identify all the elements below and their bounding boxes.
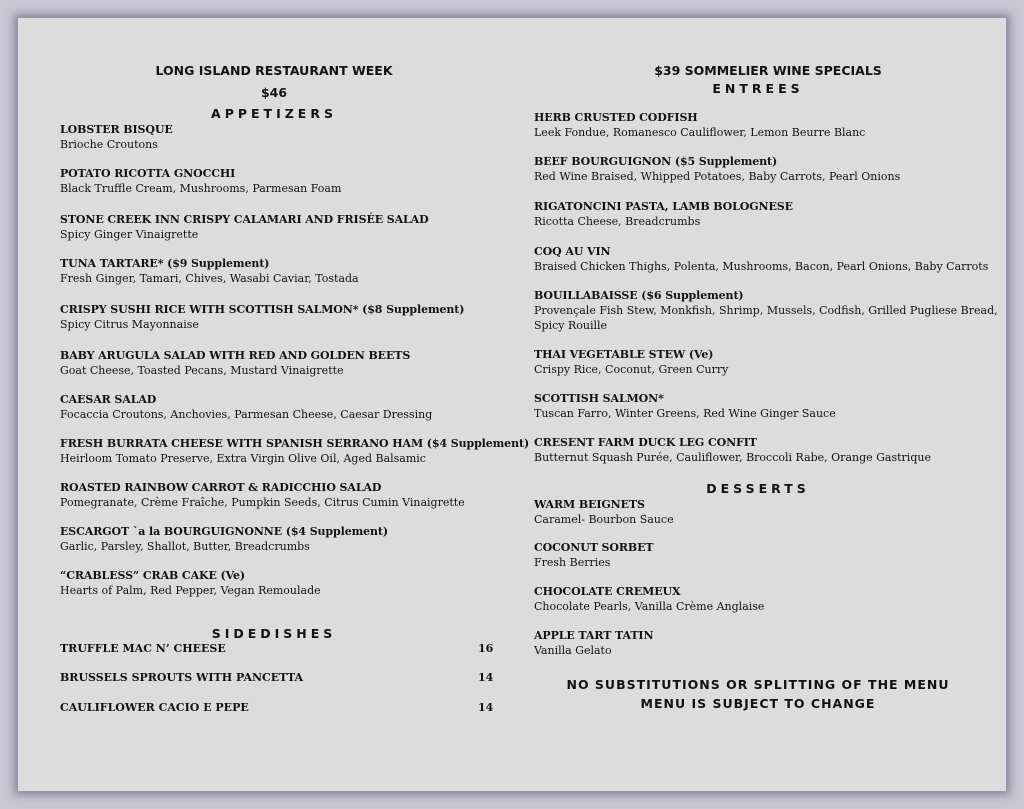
sidedishes-heading: SIDEDISHES bbox=[211, 626, 337, 641]
no-substitutions-note: NO SUBSTITUTIONS OR SPLITTING OF THE MENU bbox=[566, 677, 950, 692]
item-name: TUNA TARTARE* ($9 Supplement) bbox=[60, 257, 270, 270]
item-desc: Vanilla Gelato bbox=[534, 644, 612, 657]
item-desc: Hearts of Palm, Red Pepper, Vegan Remoulade bbox=[60, 584, 321, 597]
restaurant-week-title: LONG ISLAND RESTAURANT WEEK bbox=[155, 63, 393, 78]
item-name: BEEF BOURGUIGNON ($5 Supplement) bbox=[534, 155, 778, 168]
entrees-heading: ENTREES bbox=[712, 81, 804, 96]
item-name: “CRABLESS” CRAB CAKE (Ve) bbox=[60, 569, 246, 582]
item-desc: Red Wine Braised, Whipped Potatoes, Baby Carrots, Pearl Onions bbox=[534, 170, 901, 183]
item-desc: Crispy Rice, Coconut, Green Curry bbox=[534, 363, 729, 376]
side-price: 14 bbox=[478, 701, 494, 714]
item-name: HERB CRUSTED CODFISH bbox=[534, 111, 698, 124]
menu-item bbox=[60, 436, 529, 466]
item-name: BOUILLABAISSE ($6 Supplement) bbox=[534, 289, 744, 302]
item-name: ROASTED RAINBOW CARROT & RADICCHIO SALAD bbox=[60, 481, 382, 494]
menu-item bbox=[60, 166, 341, 196]
item-name: STONE CREEK INN CRISPY CALAMARI AND FRISÉE SALAD bbox=[60, 213, 429, 226]
item-name: CRESENT FARM DUCK LEG CONFIT bbox=[534, 436, 757, 449]
menu-item bbox=[60, 348, 410, 378]
item-desc: Spicy Citrus Mayonnaise bbox=[60, 318, 199, 331]
menu-item bbox=[534, 154, 900, 184]
item-desc: Provençale Fish Stew, Monkfish, Shrimp, Mussels, Codfish, Grilled Pugliese Bread, bbox=[534, 304, 998, 317]
item-desc: Fresh Ginger, Tamari, Chives, Wasabi Caviar, Tostada bbox=[60, 272, 359, 285]
menu-item bbox=[534, 540, 653, 570]
appetizers-heading: APPETIZERS bbox=[211, 106, 337, 121]
item-name: POTATO RICOTTA GNOCCHI bbox=[60, 167, 236, 180]
menu-item bbox=[534, 628, 653, 658]
item-desc: Brioche Croutons bbox=[60, 138, 158, 151]
item-name: WARM BEIGNETS bbox=[534, 498, 645, 511]
item-name: FRESH BURRATA CHEESE WITH SPANISH SERRANO HAM ($4 Supplement) bbox=[60, 437, 530, 450]
menu-item bbox=[60, 212, 429, 242]
item-desc: Spicy Ginger Vinaigrette bbox=[60, 228, 199, 241]
item-desc: Pomegranate, Crème Fraîche, Pumpkin Seeds, Citrus Cumin Vinaigrette bbox=[60, 496, 465, 509]
item-name: ESCARGOT `a la BOURGUIGNONNE ($4 Supplement) bbox=[60, 525, 389, 538]
side-name: TRUFFLE MAC N’ CHEESE bbox=[60, 642, 226, 655]
item-desc: Caramel- Bourbon Sauce bbox=[534, 513, 674, 526]
wine-specials-heading: $39 SOMMELIER WINE SPECIALS bbox=[654, 63, 882, 78]
menu-item bbox=[60, 122, 173, 152]
menu-item bbox=[534, 497, 674, 527]
item-desc: Focaccia Croutons, Anchovies, Parmesan Cheese, Caesar Dressing bbox=[60, 408, 433, 421]
item-desc-cont: Spicy Rouille bbox=[534, 319, 608, 332]
item-desc: Goat Cheese, Toasted Pecans, Mustard Vinaigrette bbox=[60, 364, 344, 377]
menu-item bbox=[534, 584, 764, 614]
item-desc: Heirloom Tomato Preserve, Extra Virgin Olive Oil, Aged Balsamic bbox=[60, 452, 426, 465]
item-desc: Black Truffle Cream, Mushrooms, Parmesan Foam bbox=[60, 182, 342, 195]
menu-item bbox=[60, 256, 359, 286]
menu-item bbox=[60, 568, 321, 598]
item-name: THAI VEGETABLE STEW (Ve) bbox=[534, 348, 714, 361]
item-desc: Leek Fondue, Romanesco Cauliflower, Lemon Beurre Blanc bbox=[534, 126, 866, 139]
side-price: 16 bbox=[478, 642, 494, 655]
item-desc: Fresh Berries bbox=[534, 556, 611, 569]
menu-item bbox=[534, 199, 793, 229]
menu-item bbox=[60, 480, 465, 510]
menu-item bbox=[534, 391, 836, 421]
item-desc: Butternut Squash Purée, Cauliflower, Broccoli Rabe, Orange Gastrique bbox=[534, 451, 931, 464]
menu-item bbox=[534, 110, 865, 140]
item-desc: Garlic, Parsley, Shallot, Butter, Breadcrumbs bbox=[60, 540, 310, 553]
item-desc: Chocolate Pearls, Vanilla Crème Anglaise bbox=[534, 600, 765, 613]
menu-item bbox=[534, 347, 728, 377]
menu-item bbox=[534, 435, 931, 465]
item-name: APPLE TART TATIN bbox=[534, 629, 654, 642]
item-name: LOBSTER BISQUE bbox=[60, 123, 173, 136]
item-name: SCOTTISH SALMON* bbox=[534, 392, 664, 405]
item-name: CAESAR SALAD bbox=[60, 393, 157, 406]
menu-item bbox=[534, 244, 988, 274]
menu-page bbox=[18, 18, 1006, 791]
item-name: RIGATONCINI PASTA, LAMB BOLOGNESE bbox=[534, 200, 793, 213]
side-name: BRUSSELS SPROUTS WITH PANCETTA bbox=[60, 671, 304, 684]
side-name: CAULIFLOWER CACIO E PEPE bbox=[60, 701, 249, 714]
menu-item bbox=[60, 524, 388, 554]
prix-fixe-price: $46 bbox=[260, 85, 288, 100]
item-name: BABY ARUGULA SALAD WITH RED AND GOLDEN BEETS bbox=[60, 349, 411, 362]
side-price: 14 bbox=[478, 671, 494, 684]
item-desc: Ricotta Cheese, Breadcrumbs bbox=[534, 215, 701, 228]
menu-item bbox=[60, 302, 464, 332]
item-name: CRISPY SUSHI RICE WITH SCOTTISH SALMON* ($8 Supplement) bbox=[60, 303, 465, 316]
menu-item bbox=[534, 288, 998, 333]
menu-item bbox=[60, 392, 432, 422]
item-desc: Braised Chicken Thighs, Polenta, Mushrooms, Bacon, Pearl Onions, Baby Carrots bbox=[534, 260, 989, 273]
menu-change-note: MENU IS SUBJECT TO CHANGE bbox=[640, 696, 876, 711]
item-name: COQ AU VIN bbox=[534, 245, 611, 258]
item-desc: Tuscan Farro, Winter Greens, Red Wine Ginger Sauce bbox=[534, 407, 836, 420]
item-name: COCONUT SORBET bbox=[534, 541, 654, 554]
desserts-heading: DESSERTS bbox=[706, 481, 810, 496]
item-name: CHOCOLATE CREMEUX bbox=[534, 585, 681, 598]
